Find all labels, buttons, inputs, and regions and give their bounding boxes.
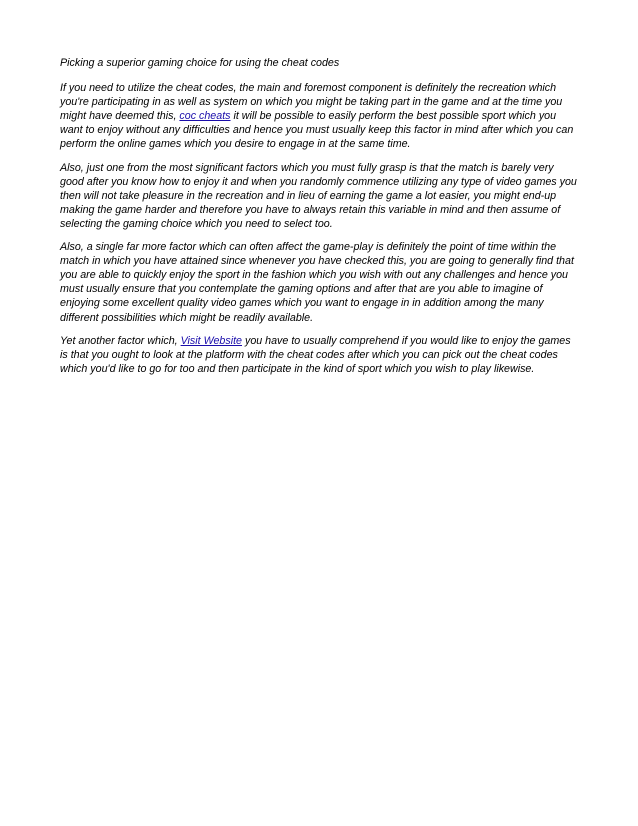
paragraph-3: Also, a single far more factor which can often affect the game-play is definitely the point of time within the match in which you have attained since whenever you have checked this, you are going to generally find that you are able to quickly enjoy the sport in the fashion which you wish with out any challenges and hence you must usually ensure that you contemplate the gaming options and after that are you able to imagine of enjoying some excellent quality video games which you want to engage in in addition among the many different possibilities which might be readily available. [60, 241, 574, 324]
paragraph-1-text-after: it will be possible to easily perform the best possible sport which you want to enjoy without any difficulties and hence you must usually keep this factor in mind after which you can perform the online games which you desire to engage in at the same time. [60, 110, 574, 151]
paragraph-2: Also, just one from the most significant factors which you must fully grasp is that the match is barely very good after you know how to enjoy it and when you randomly commence utilizing any type of video games you then will not take pleasure in the recreation and in lieu of earning the game a lot easier, you might end-up making the game harder and therefore you have to always retain this variable in mind and then assume of selecting the gaming choice which you need to select too. [60, 161, 577, 230]
coc-cheats-link[interactable]: coc cheats [179, 110, 231, 123]
paragraph-4-text-before: Yet another factor which, [60, 334, 181, 347]
document-page [60, 56, 580, 385]
document-title: Picking a superior gaming choice for using the cheat codes [60, 57, 340, 69]
visit-website-link[interactable]: Visit Website [180, 334, 242, 347]
paragraph-4 [60, 334, 580, 376]
paragraph-1 [60, 81, 580, 151]
paragraph-4-text-after: you have to usually comprehend if you would like to enjoy the games is that you ought to look at the platform with the cheat codes after which you can pick out the cheat codes which you'd like to go for too and then participate in the kind of sport which you wish to play likewise. [60, 334, 571, 375]
paragraph-1-text-before: If you need to utilize the cheat codes, the main and foremost component is definitely the recreation which you're participating in as well as system on which you might be taking part in the game and at the time you might have deemed this, [60, 82, 563, 123]
